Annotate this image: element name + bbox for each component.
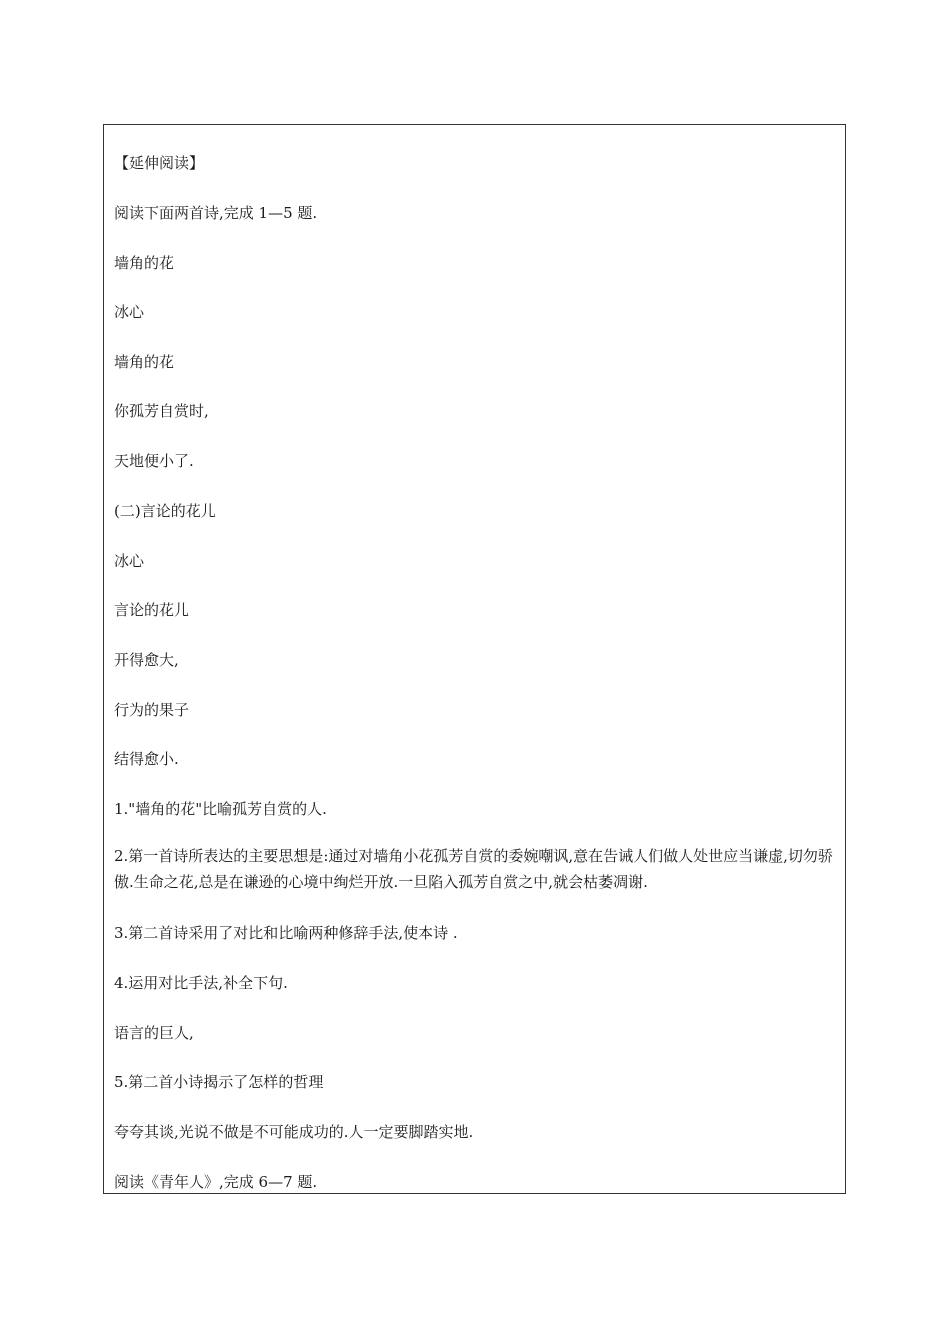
question-2: 2.第一首诗所表达的主要思想是:通过对墙角小花孤芳自赏的委婉嘲讽,意在告诫人们做人处世应当谦虚,切勿骄傲.生命之花,总是在谦逊的心境中绚烂开放.一旦陷入孤芳自赏之中,就会枯萎凋谢. xyxy=(114,847,833,891)
poem1-title: 墙角的花 xyxy=(114,254,175,272)
poem1-line: 天地便小了. xyxy=(114,452,194,470)
instruction-line: 阅读下面两首诗,完成 1—5 题. xyxy=(114,204,318,222)
poem2-line: 言论的花儿 xyxy=(114,601,190,619)
poem1-author: 冰心 xyxy=(114,303,145,321)
question-1: 1."墙角的花"比喻孤芳自赏的人. xyxy=(114,800,327,818)
question-3: 3.第二首诗采用了对比和比喻两种修辞手法,使本诗 . xyxy=(114,924,458,942)
poem2-line: 结得愈小. xyxy=(114,750,179,768)
poem2-line: 开得愈大, xyxy=(114,651,179,669)
document-frame xyxy=(103,124,846,1194)
answer-line: 语言的巨人, xyxy=(114,1024,194,1042)
poem2-title: (二)言论的花儿 xyxy=(114,502,216,520)
question-4: 4.运用对比手法,补全下句. xyxy=(114,974,288,992)
section-heading: 【延伸阅读】 xyxy=(114,154,205,172)
poem2-author: 冰心 xyxy=(114,552,145,570)
instruction-line: 阅读《青年人》,完成 6—7 题. xyxy=(114,1173,318,1191)
poem1-line: 墙角的花 xyxy=(114,353,175,371)
answer-line: 夸夸其谈,光说不做是不可能成功的.人一定要脚踏实地. xyxy=(114,1123,474,1141)
poem2-line: 行为的果子 xyxy=(114,701,190,719)
question-5: 5.第二首小诗揭示了怎样的哲理 xyxy=(114,1073,324,1091)
poem1-line: 你孤芳自赏时, xyxy=(114,402,209,420)
